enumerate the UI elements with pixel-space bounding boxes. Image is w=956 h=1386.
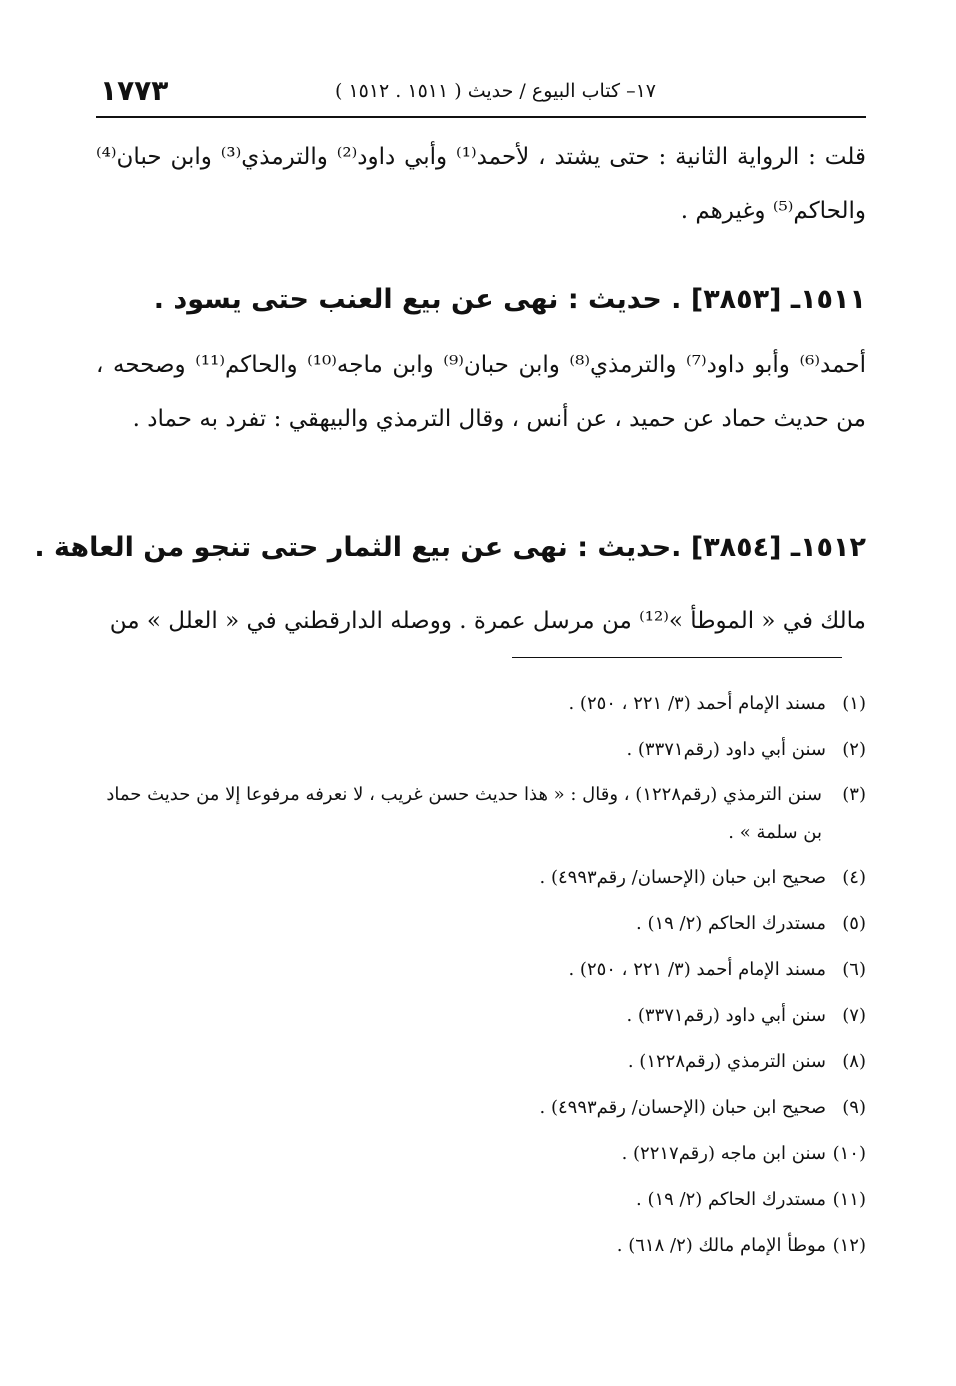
footnote: (٢)سنن أبي داود (رقم٣٣٧١) .	[626, 739, 866, 760]
hadith-1512-title: ١٥١٢ـ [٣٨٥٤] .حديث : نهى عن بيع الثمار حتى تنجو من العاهة .	[34, 532, 866, 563]
hadith-1511-title: ١٥١١ـ [٣٨٥٣] . حديث : نهى عن بيع العنب حتى يسود .	[153, 284, 866, 315]
footnote: (٤)صحيح ابن حبان (الإحسان/ رقم٤٩٩٣) .	[539, 867, 866, 888]
footnote: (٩)صحيح ابن حبان (الإحسان/ رقم٤٩٩٣) .	[539, 1097, 866, 1118]
paragraph-takhrij-1511: أحمد⁽⁶⁾ وأبو داود⁽⁷⁾ والترمذي⁽⁸⁾ وابن حبان⁽⁹⁾ وابن ماجه⁽¹⁰⁾ والحاكم⁽¹¹⁾ وصححه ، من حديث حماد عن حميد ، عن أنس ، وقال الترمذي والبيهقي : تفرد به حماد .	[96, 352, 866, 432]
footnote: (١٢)موطأ الإمام مالك (٢/ ٦١٨) .	[616, 1235, 866, 1256]
footnotes-list	[96, 684, 866, 1272]
footnote: (٦)مسند الإمام أحمد (٣/ ٢٢١ ، ٢٥٠) .	[568, 959, 866, 980]
footnote: (١١)مستدرك الحاكم (٢/ ١٩) .	[636, 1189, 866, 1210]
paragraph-takhrij-1512: مالك في « الموطأ »⁽¹²⁾ من مرسل عمرة . ووصله الدارقطني في « العلل » من	[109, 608, 866, 634]
paragraph-riwaya: قلت : الرواية الثانية : حتى يشتد ، لأحمد⁽¹⁾ وأبي داود⁽²⁾ والترمذي⁽³⁾ وابن حبان⁽⁴⁾ والحاكم⁽⁵⁾ وغيرهم .	[96, 144, 867, 224]
footnote: (٧)سنن أبي داود (رقم٣٣٧١) .	[626, 1005, 866, 1026]
footnote: (٣) سنن الترمذي (رقم١٢٢٨) ، وقال : « هذا حديث حسن غريب ، لا نعرفه مرفوعا إلا من حديث حماد بن سلمة » .	[106, 784, 866, 843]
footnote: (١٠)سنن ابن ماجه (رقم٢٢١٧) .	[621, 1143, 866, 1164]
page-number: ١٧٧٣	[100, 74, 169, 107]
running-head: ١٧– كتاب البيوع / حديث ( ١٥١١ . ١٥١٢ )	[334, 80, 656, 102]
footnote: (٨)سنن الترمذي (رقم١٢٢٨) .	[627, 1051, 866, 1072]
footnote: (١)مسند الإمام أحمد (٣/ ٢٢١ ، ٢٥٠) .	[568, 693, 866, 714]
footnote-separator	[512, 657, 842, 658]
page-header	[96, 72, 866, 118]
footnote: (٥)مستدرك الحاكم (٢/ ١٩) .	[636, 913, 866, 934]
